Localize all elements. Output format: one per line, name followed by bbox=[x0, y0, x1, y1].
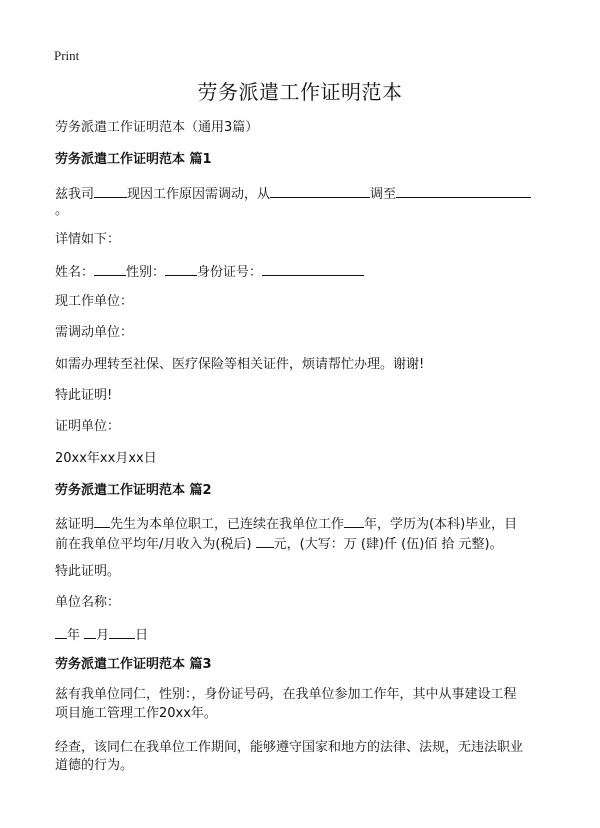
s2-certify: 特此证明。 bbox=[55, 564, 121, 579]
s3-para1-line1: 兹有我单位同仁，性别：，身份证号码，在我单位参加工作年，其中从事建设工程 bbox=[55, 687, 517, 702]
s1-details: 详情如下： bbox=[55, 232, 121, 247]
s1-personal-info bbox=[55, 261, 555, 283]
section-2-heading: 劳务派遣工作证明范本 篇2 bbox=[55, 483, 212, 498]
s1-current-unit: 现工作单位： bbox=[55, 294, 134, 309]
s3-para1-line2: 项目施工管理工作20xx年。 bbox=[55, 706, 217, 721]
s2-year: 年 bbox=[67, 628, 81, 643]
gender-blank bbox=[165, 261, 197, 276]
s2-date-line bbox=[55, 624, 555, 646]
s1-line1-end: 。 bbox=[55, 203, 69, 218]
section-3-heading: 劳务派遣工作证明范本 篇3 bbox=[55, 657, 212, 672]
name-label: 姓名： bbox=[55, 265, 95, 280]
s1-certify: 特此证明! bbox=[55, 388, 113, 403]
s1-request: 如需办理转至社保、医疗保险等相关证件，烦请帮忙办理。谢谢! bbox=[55, 357, 425, 372]
document-title: 劳务派遣工作证明范本 bbox=[197, 80, 403, 104]
to-blank bbox=[396, 183, 531, 198]
s2-unit-name: 单位名称： bbox=[55, 595, 121, 610]
s3-para2-line2: 道德的行为。 bbox=[55, 758, 134, 773]
s1-target-unit: 需调动单位： bbox=[55, 325, 134, 340]
document-subtitle: 劳务派遣工作证明范本（通用3篇） bbox=[55, 120, 259, 135]
from-blank bbox=[270, 183, 370, 198]
s2-para-line1 bbox=[55, 513, 555, 535]
company-blank bbox=[94, 183, 127, 198]
s2-l1-c: 年，学历为(本科)毕业，目 bbox=[364, 517, 518, 532]
mr-blank bbox=[94, 513, 110, 528]
income-blank bbox=[256, 533, 274, 548]
years-blank bbox=[344, 513, 364, 528]
gender-label: 性别： bbox=[126, 265, 166, 280]
year-blank bbox=[55, 624, 67, 639]
s1-line1-b: 现因工作原因需调动，从 bbox=[127, 187, 271, 202]
s3-para2-line1: 经查，该同仁在我单位工作期间，能够遵守国家和地方的法律、法规，无违法职业 bbox=[55, 740, 524, 755]
print-link[interactable]: Print bbox=[54, 48, 80, 63]
s2-l2-b: 元，(大写：万 (肆)仟 (伍)佰 拾 元整)。 bbox=[273, 537, 503, 552]
s1-cert-unit: 证明单位： bbox=[55, 419, 121, 434]
id-label: 身份证号： bbox=[197, 265, 263, 280]
s2-l2-a: 前在我单位平均年/月收入为(税后) bbox=[55, 537, 252, 552]
id-blank bbox=[262, 261, 364, 276]
month-blank bbox=[84, 624, 96, 639]
s2-month: 月 bbox=[96, 628, 110, 643]
section-1-heading: 劳务派遣工作证明范本 篇1 bbox=[55, 152, 212, 167]
s1-line1-a: 兹我司 bbox=[55, 187, 95, 202]
s2-l1-b: 先生为本单位职工，已连续在我单位工作 bbox=[110, 517, 345, 532]
s2-para-line2 bbox=[55, 533, 555, 555]
name-blank bbox=[94, 261, 126, 276]
s2-l1-a: 兹证明 bbox=[55, 517, 95, 532]
s2-day: 日 bbox=[135, 628, 149, 643]
s1-date: 20xx年xx月xx日 bbox=[55, 451, 157, 466]
day-blank bbox=[109, 624, 135, 639]
s1-line1-c: 调至 bbox=[370, 187, 397, 202]
